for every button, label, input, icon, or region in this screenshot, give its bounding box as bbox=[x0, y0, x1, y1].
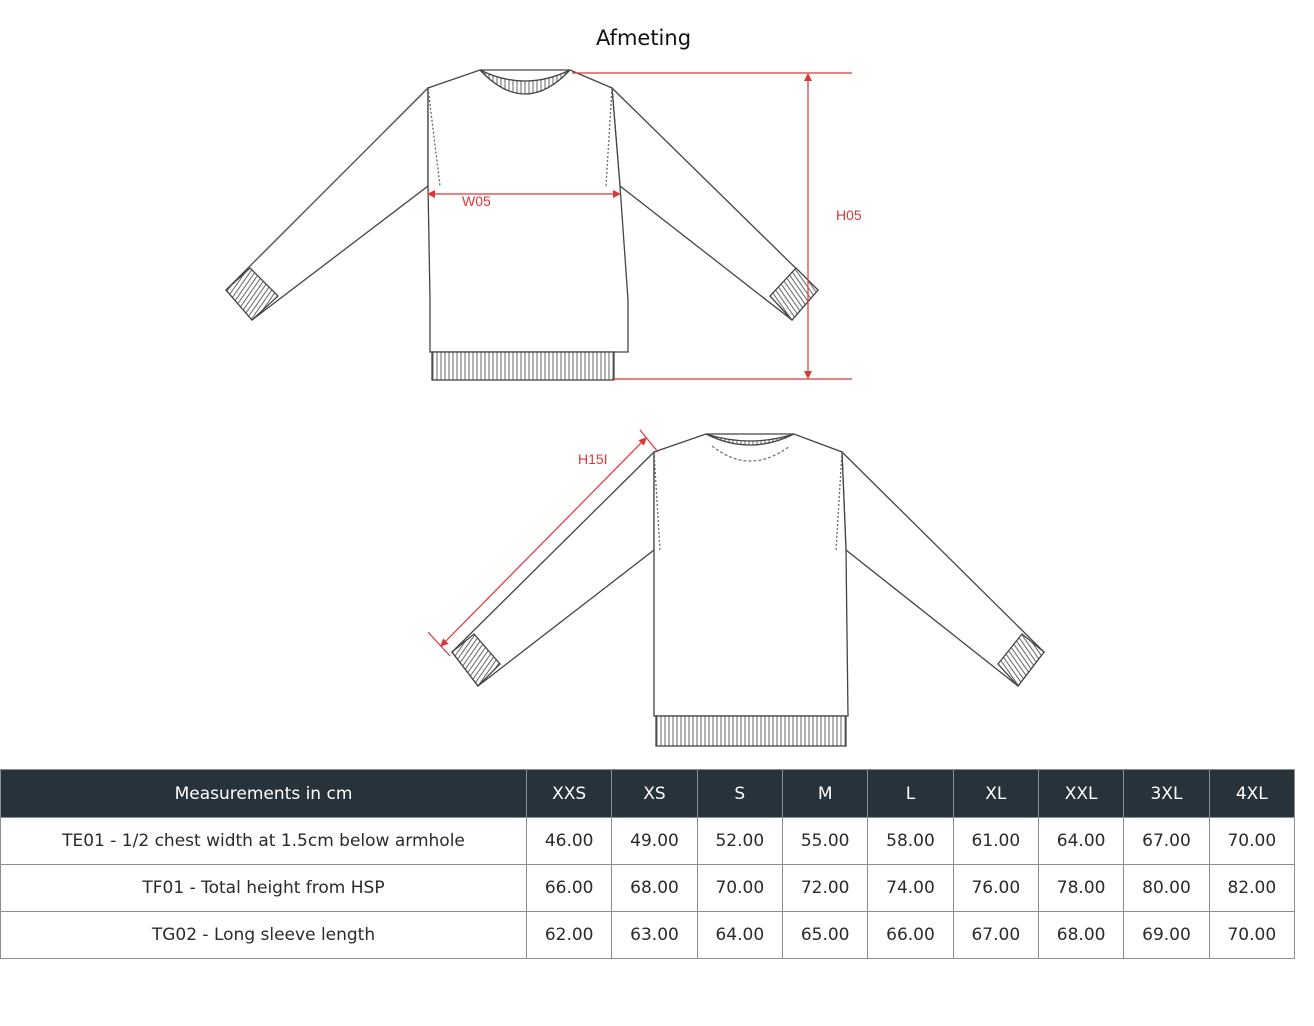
table-cell: 78.00 bbox=[1038, 865, 1123, 912]
table-cell: 66.00 bbox=[527, 865, 612, 912]
table-cell: 46.00 bbox=[527, 818, 612, 865]
header-size: S bbox=[697, 770, 782, 818]
table-cell: 64.00 bbox=[697, 912, 782, 959]
size-table bbox=[0, 769, 1295, 959]
back-sleeve-label: H15I bbox=[578, 451, 608, 467]
table-cell: 67.00 bbox=[1124, 818, 1209, 865]
table-cell: 63.00 bbox=[612, 912, 697, 959]
table-cell: 72.00 bbox=[782, 865, 867, 912]
table-cell: 67.00 bbox=[953, 912, 1038, 959]
page-title: Afmeting bbox=[595, 26, 692, 50]
table-row bbox=[1, 865, 1295, 912]
table-row bbox=[1, 818, 1295, 865]
table-cell: 64.00 bbox=[1038, 818, 1123, 865]
front-body bbox=[428, 70, 628, 352]
table-cell: 74.00 bbox=[868, 865, 953, 912]
table-cell: 68.00 bbox=[612, 865, 697, 912]
row-label: TE01 - 1/2 chest width at 1.5cm below armhole bbox=[1, 818, 527, 865]
header-size: M bbox=[782, 770, 867, 818]
table-cell: 58.00 bbox=[868, 818, 953, 865]
front-width-label: W05 bbox=[462, 193, 491, 209]
table-cell: 52.00 bbox=[697, 818, 782, 865]
header-size: L bbox=[868, 770, 953, 818]
back-hem-rib bbox=[656, 716, 846, 746]
table-cell: 68.00 bbox=[1038, 912, 1123, 959]
header-size: XXL bbox=[1038, 770, 1123, 818]
header-size: 4XL bbox=[1209, 770, 1294, 818]
header-size: XL bbox=[953, 770, 1038, 818]
front-height-label: H05 bbox=[836, 207, 862, 223]
front-hem-rib bbox=[432, 352, 614, 380]
table-cell: 49.00 bbox=[612, 818, 697, 865]
table-cell: 55.00 bbox=[782, 818, 867, 865]
header-size: XXS bbox=[527, 770, 612, 818]
header-measurements: Measurements in cm bbox=[1, 770, 527, 818]
table-cell: 69.00 bbox=[1124, 912, 1209, 959]
table-cell: 65.00 bbox=[782, 912, 867, 959]
header-size: 3XL bbox=[1124, 770, 1209, 818]
table-cell: 70.00 bbox=[1209, 818, 1294, 865]
table-header-row bbox=[1, 770, 1295, 818]
header-size: XS bbox=[612, 770, 697, 818]
row-label: TF01 - Total height from HSP bbox=[1, 865, 527, 912]
table-cell: 70.00 bbox=[697, 865, 782, 912]
table-row bbox=[1, 912, 1295, 959]
table-cell: 80.00 bbox=[1124, 865, 1209, 912]
table-cell: 61.00 bbox=[953, 818, 1038, 865]
table-cell: 62.00 bbox=[527, 912, 612, 959]
table-cell: 66.00 bbox=[868, 912, 953, 959]
table-cell: 82.00 bbox=[1209, 865, 1294, 912]
back-body bbox=[654, 434, 848, 716]
row-label: TG02 - Long sleeve length bbox=[1, 912, 527, 959]
front-sweater bbox=[226, 70, 818, 380]
back-sweater bbox=[452, 434, 1044, 746]
table-cell: 76.00 bbox=[953, 865, 1038, 912]
table-cell: 70.00 bbox=[1209, 912, 1294, 959]
